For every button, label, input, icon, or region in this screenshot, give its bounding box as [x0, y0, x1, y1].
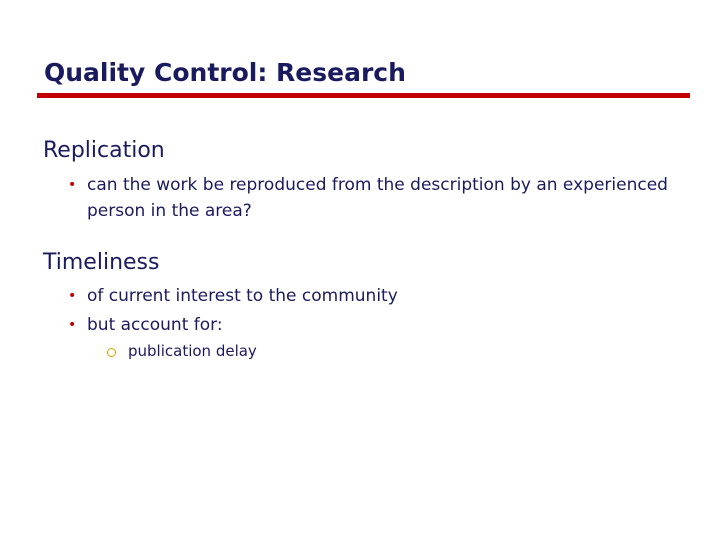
sub-bullet-timeliness-1 [107, 340, 257, 362]
bullet-timeliness-2 [68, 312, 668, 338]
hollow-circle-icon [107, 348, 116, 357]
slide-title: Quality Control: Research [44, 58, 406, 87]
bullet-text: of current interest to the community [87, 286, 398, 306]
section-heading-timeliness: Timeliness [43, 250, 160, 275]
bullet-timeliness-1 [68, 283, 668, 309]
bullet-text: but account for: [87, 315, 223, 335]
sub-bullet-text: publication delay [128, 342, 257, 360]
title-divider [37, 93, 690, 98]
bullet-dot-icon: • [68, 288, 77, 304]
bullet-dot-icon: • [68, 317, 77, 333]
bullet-dot-icon: • [68, 177, 77, 193]
bullet-text: can the work be reproduced from the description by an experienced person in the area? [87, 175, 668, 221]
section-heading-replication: Replication [43, 138, 165, 163]
bullet-replication-1 [68, 172, 668, 224]
